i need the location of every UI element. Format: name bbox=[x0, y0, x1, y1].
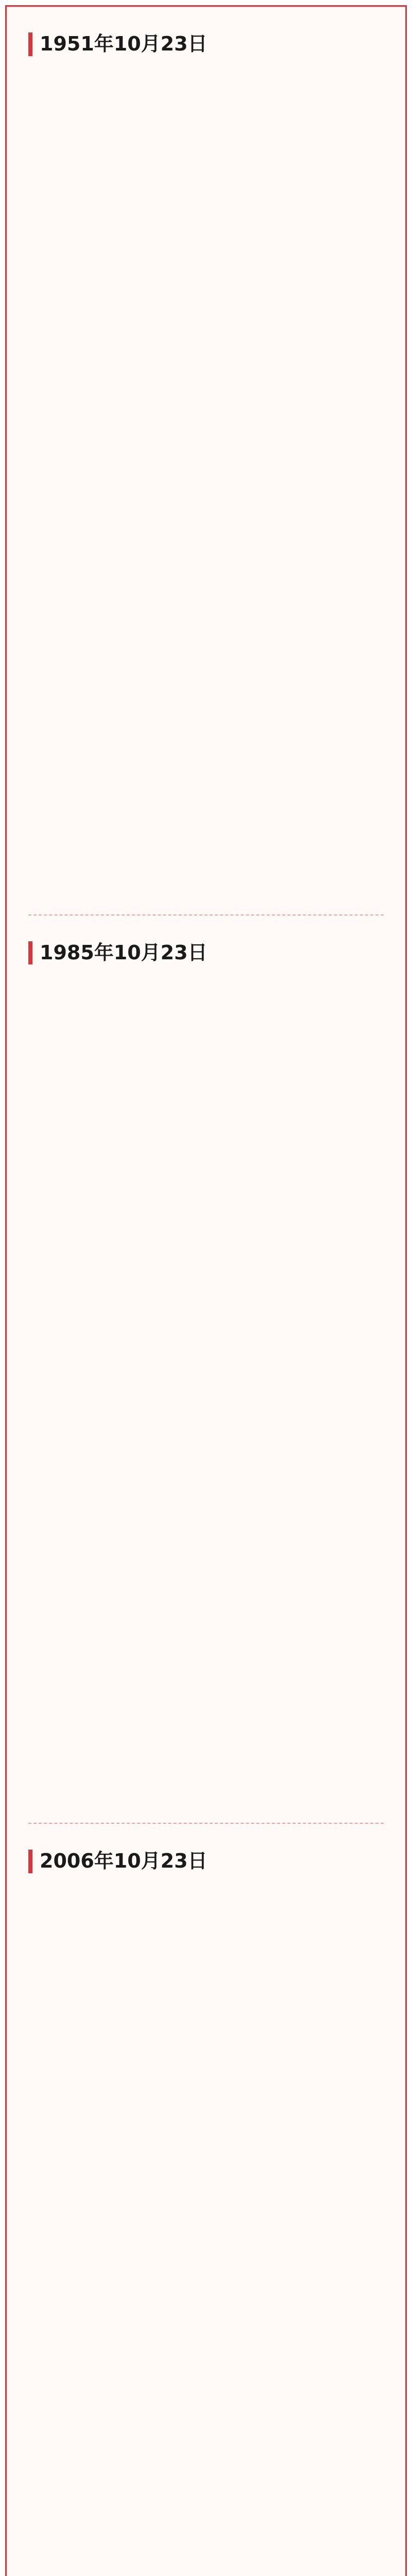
section-body bbox=[28, 70, 384, 894]
section-1951 bbox=[28, 27, 384, 916]
section-2006 bbox=[28, 1844, 384, 2576]
date-heading: 2006年10月23日 bbox=[28, 1850, 384, 1873]
date-heading: 1985年10月23日 bbox=[28, 941, 384, 965]
section-1985 bbox=[28, 936, 384, 1824]
article-frame bbox=[5, 5, 407, 2576]
section-body bbox=[28, 1887, 384, 2576]
date-heading: 1951年10月23日 bbox=[28, 32, 384, 56]
section-body bbox=[28, 978, 384, 1802]
